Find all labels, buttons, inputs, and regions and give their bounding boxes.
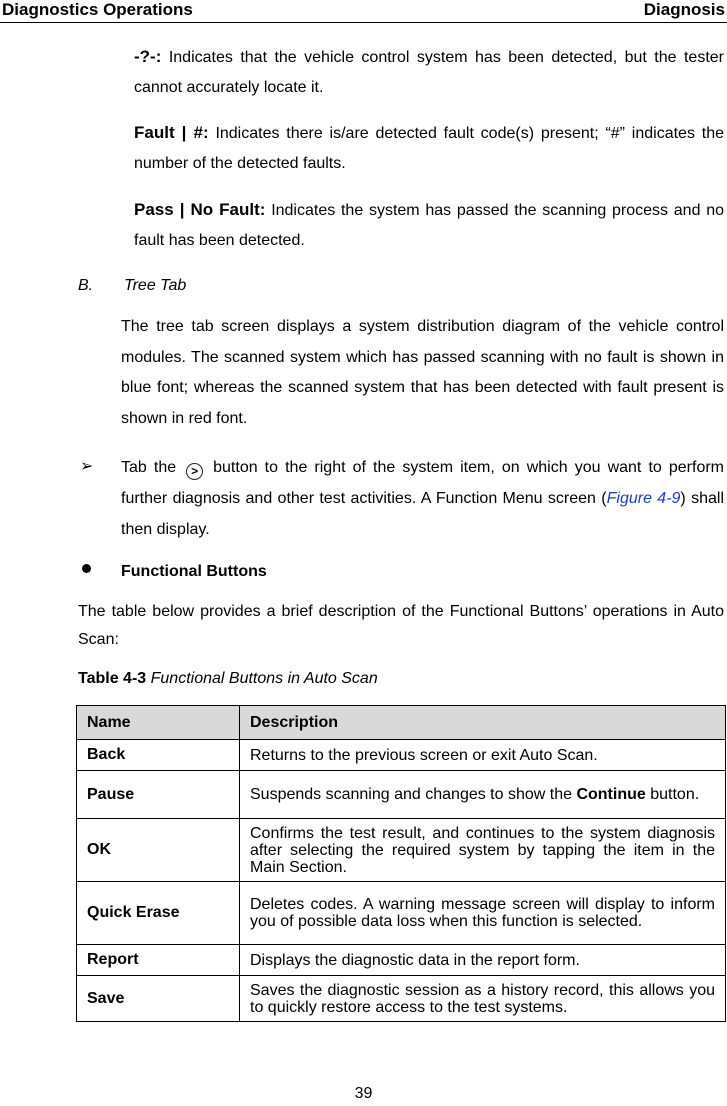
arrow-bullet-icon: ➢ <box>80 458 94 475</box>
header-chapter-title: Diagnosis <box>643 0 725 19</box>
button-description: Displays the diagnostic data in the report form. <box>240 945 726 976</box>
status-text: Indicates the system has passed the scanning process and no fault has been detected. <box>134 202 724 249</box>
table-caption <box>78 664 378 694</box>
status-term: -?-: <box>134 47 162 66</box>
status-item-fault <box>134 118 724 179</box>
step-text-mid: button to the right of the system item, on which you want to perform further diagnosis and other test activities. A Function Menu screen ( <box>121 459 725 507</box>
intro-paragraph: The table below provides a brief description of the Functional Buttons’ operations in Auto Scan: <box>78 603 724 648</box>
button-name: Quick Erase <box>77 882 240 945</box>
button-description: Suspends scanning and changes to show the Continue button. <box>240 771 726 819</box>
status-term: Fault | #: <box>134 123 209 142</box>
step-text-pre: Tab the <box>121 459 177 476</box>
status-text: Indicates that the vehicle control system has been detected, but the tester cannot accurately locate it. <box>134 49 724 96</box>
column-header: Name <box>77 706 240 740</box>
tree-tab-heading <box>78 271 186 301</box>
table-row <box>77 740 726 771</box>
step-text-post: ) shall then display. <box>121 490 724 538</box>
table-row <box>77 945 726 976</box>
table-row <box>77 976 726 1022</box>
page-number: 39 <box>354 1085 373 1102</box>
bullet-dot-icon <box>82 564 91 573</box>
button-name: Back <box>77 740 240 771</box>
status-text: Indicates there is/are detected fault code(s) present; “#” indicates the number of the detected faults. <box>134 125 724 172</box>
caption-title: Functional Buttons in Auto Scan <box>150 670 378 687</box>
button-description: Deletes codes. A warning message screen will display to inform you of possible data loss when this function is selected. <box>240 882 726 945</box>
button-description: Returns to the previous screen or exit Auto Scan. <box>240 740 726 771</box>
figure-link[interactable]: Figure 4-9 <box>606 490 681 507</box>
page-header <box>0 0 727 23</box>
button-description: Confirms the test result, and continues to the system diagnosis after selecting the required system by tapping the item in the Main Section. <box>240 819 726 882</box>
section-heading: Functional Buttons <box>121 563 267 580</box>
button-name: Report <box>77 945 240 976</box>
status-item-pass <box>134 195 724 256</box>
table-row <box>77 819 726 882</box>
caption-label: Table 4-3 <box>78 670 147 687</box>
table-row <box>77 882 726 945</box>
button-description: Saves the diagnostic session as a history record, this allows you to quickly restore access to the test systems. <box>240 976 726 1022</box>
column-header: Description <box>240 706 726 740</box>
status-term: Pass | No Fault: <box>134 200 266 219</box>
chevron-right-button-icon: > <box>186 463 203 480</box>
header-section-title: Diagnostics Operations <box>2 0 193 19</box>
table-row <box>77 771 726 819</box>
tab-step-instruction <box>121 452 724 545</box>
table-header-row <box>77 706 726 740</box>
tree-tab-title: Tree Tab <box>124 277 187 294</box>
tree-tab-description: The tree tab screen displays a system distribution diagram of the vehicle control modules. The scanned system which has passed scanning with no fault is shown in blue font; whereas the scanned system that has been detected with fault present is shown in red font. <box>121 318 724 427</box>
functional-buttons-table <box>76 705 726 1022</box>
tree-tab-letter: B. <box>78 277 94 294</box>
button-name: Save <box>77 976 240 1022</box>
status-item-unknown <box>134 42 724 103</box>
button-name: Pause <box>77 771 240 819</box>
button-name: OK <box>77 819 240 882</box>
